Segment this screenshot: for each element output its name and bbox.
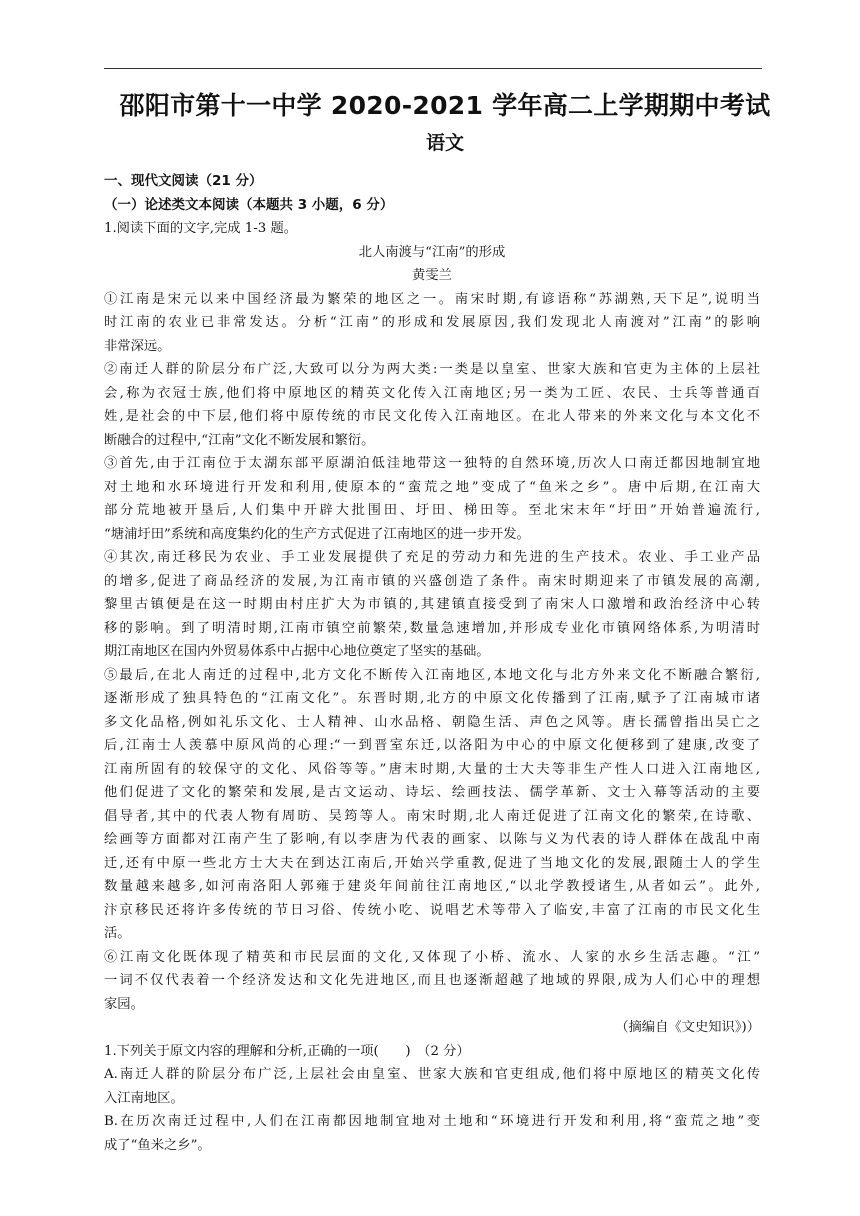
instruction: 1.阅读下面的文字,完成 1-3 题。 (104, 221, 298, 236)
article-line: 绘画等方面都对江南产生了影响,有以李唐为代表的画家、以陈与义为代表的诗人群体在战乱中南 (104, 832, 760, 847)
article-line: ③首先,由于江南位于太湖东部平原湖泊低洼地带这一独特的自然环境,历次人口南迁都因地制宜地 (104, 456, 760, 471)
article-source: （摘编自《文史知识》)） (615, 1020, 760, 1035)
article-line: 一词不仅代表着一个经济发达和文化先进地区,而且也逐渐超越了地域的界限,成为人们心中的理想 (104, 973, 760, 988)
question-stem: 1.下列关于原文内容的理解和分析,正确的一项( ) （2 分） (104, 1043, 470, 1059)
article-body (104, 288, 760, 1017)
exam-subject: 语文 (425, 132, 464, 154)
article-line: 倡导者,其中的代表人物有周昉、吴筠等人。南宋时期,北人南迁促进了江南文化的繁荣,在诗歌、 (104, 808, 760, 824)
article-line: 时江南的农业已非常发达。分析“江南”的形成和发展原因,我们发现北人南渡对”江南”的影响 (104, 315, 760, 330)
article-line: 的增多,促进了商品经济的发展,为江南市镇的兴盛创造了条件。南宋时期迎来了市镇发展的高潮, (104, 573, 760, 589)
question-option-line: 入江南地区。 (104, 1090, 184, 1106)
article-line: 会,称为衣冠士族,他们将中原地区的精英文化传入江南地区;另一类为工匠、农民、士兵等普通百 (104, 385, 760, 401)
article-line: 后,江南士人羡慕中原风尚的心理:“一到晋室东迁,以洛阳为中心的中原文化便移到了建康,改变了 (104, 738, 760, 753)
article-line: 数量越来越多,如河南洛阳人郭雍于建炎年间前往江南地区,“以北学教授诸生,从者如云”。此外, (104, 879, 760, 894)
article-line: ②南迁人群的阶层分布广泛,大致可以分为两大类:一类是以皇室、世家大族和官吏为主体的上层社 (104, 362, 760, 377)
question-option-line: B.在历次南迁过程中,人们在江南都因地制宜地对土地和“环境进行开发和利用,将“蛮荒之地”变 (104, 1114, 760, 1129)
article-line: 期江南地区在国内外贸易体系中占据中心地位奠定了坚实的基础。 (104, 644, 490, 659)
article-line: 逐渐形成了独具特色的“江南文化”。东晋时期,北方的中原文化传播到了江南,赋予了江南城市诸 (104, 691, 760, 706)
article-line: 他们促进了文化的繁荣和发展,是古文运动、诗坛、绘画技法、儒学革新、文士入幕等活动的主要 (104, 785, 760, 800)
article-line: ④其次,南迁移民为农业、手工业发展提供了充足的劳动力和先进的生产技术。农业、手工业产品 (104, 550, 760, 565)
section-heading: 一、现代文阅读（21 分） (104, 173, 263, 189)
article-line: 姓,是社会的中下层,他们将中原传统的市民文化传入江南地区。在北人带来的外来文化与本文化不 (104, 409, 760, 424)
article-line: ⑥江南文化既体现了精英和市民层面的文化,又体现了小桥、流水、人家的水乡生活志趣。“江” (104, 949, 760, 965)
article-line: 对土地和水环境进行开发和利用,使原本的“蛮荒之地”变成了“鱼米之乡”。唐中后期,在江南大 (104, 479, 760, 495)
article-line: 多文化品格,例如礼乐文化、士人精神、山水品格、朝隐生活、声色之风等。唐长孺曾指出吴亡之 (104, 714, 760, 730)
question-option-line: A.南迁人群的阶层分布广泛,上层社会由皇室、世家大族和官吏组成,他们将中原地区的精英文化传 (104, 1067, 760, 1082)
article-line: 家园。 (104, 996, 144, 1012)
subsection-heading: （一）论述类文本阅读（本题共 3 小题，6 分） (104, 196, 394, 213)
header-rule (104, 68, 762, 69)
article-author: 黄雯兰 (412, 268, 452, 283)
article-line: 移的影响。到了明清时期,江南市镇空前繁荣,数量急速增加,并形成专业化市镇网络体系,为明清时 (104, 620, 760, 636)
article-line: ①江南是宋元以来中国经济最为繁荣的地区之一。南宋时期,有谚语称“苏湖熟,天下足”,说明当 (104, 291, 760, 307)
article-line: 断融合的过程中,“江南”文化不断发展和繁衍。 (104, 432, 375, 448)
article-line: 黎里古镇便是在这一时期由村庄扩大为市镇的,其建镇直接受到了南宋人口激增和政治经济中心转 (104, 597, 760, 612)
article-line: 活。 (104, 926, 131, 941)
article-line: 非常深远。 (104, 338, 171, 354)
question-block (104, 1040, 760, 1158)
article-title: 北人南渡与“江南”的形成 (358, 244, 506, 260)
article-line: 江南所固有的较保守的文化、风俗等等。”唐末时期,大量的士大夫等非生产性人口进入江南地区, (104, 761, 760, 777)
article-line: ⑤最后,在北人南迁的过程中,北方文化不断传入江南地区,本地文化与北方外来文化不断融合繁衍, (104, 667, 760, 683)
exam-title: 邵阳市第十一中学 2020-2021 学年高二上学期期中考试 (119, 91, 771, 120)
exam-content (104, 170, 760, 1157)
article-line: “塘浦圩田”系统和高度集约化的生产方式促进了江南地区的进一步开发。 (104, 526, 530, 542)
article-line: 迁,还有中原一些北方士大夫在到达江南后,开始兴学重教,促进了当地文化的发展,跟随士人的学生 (104, 855, 760, 871)
article-line: 部分荒地被开垦后,人们集中开辟大批围田、圩田、梯田等。至北宋末年“圩田”开始普遍流行, (104, 503, 760, 518)
article-line: 汴京移民还将许多传统的节日习俗、传统小吃、说唱艺术等带入了临安,丰富了江南的市民文化生 (104, 902, 760, 918)
question-option-line: 成了“鱼米之乡”。 (104, 1137, 211, 1153)
